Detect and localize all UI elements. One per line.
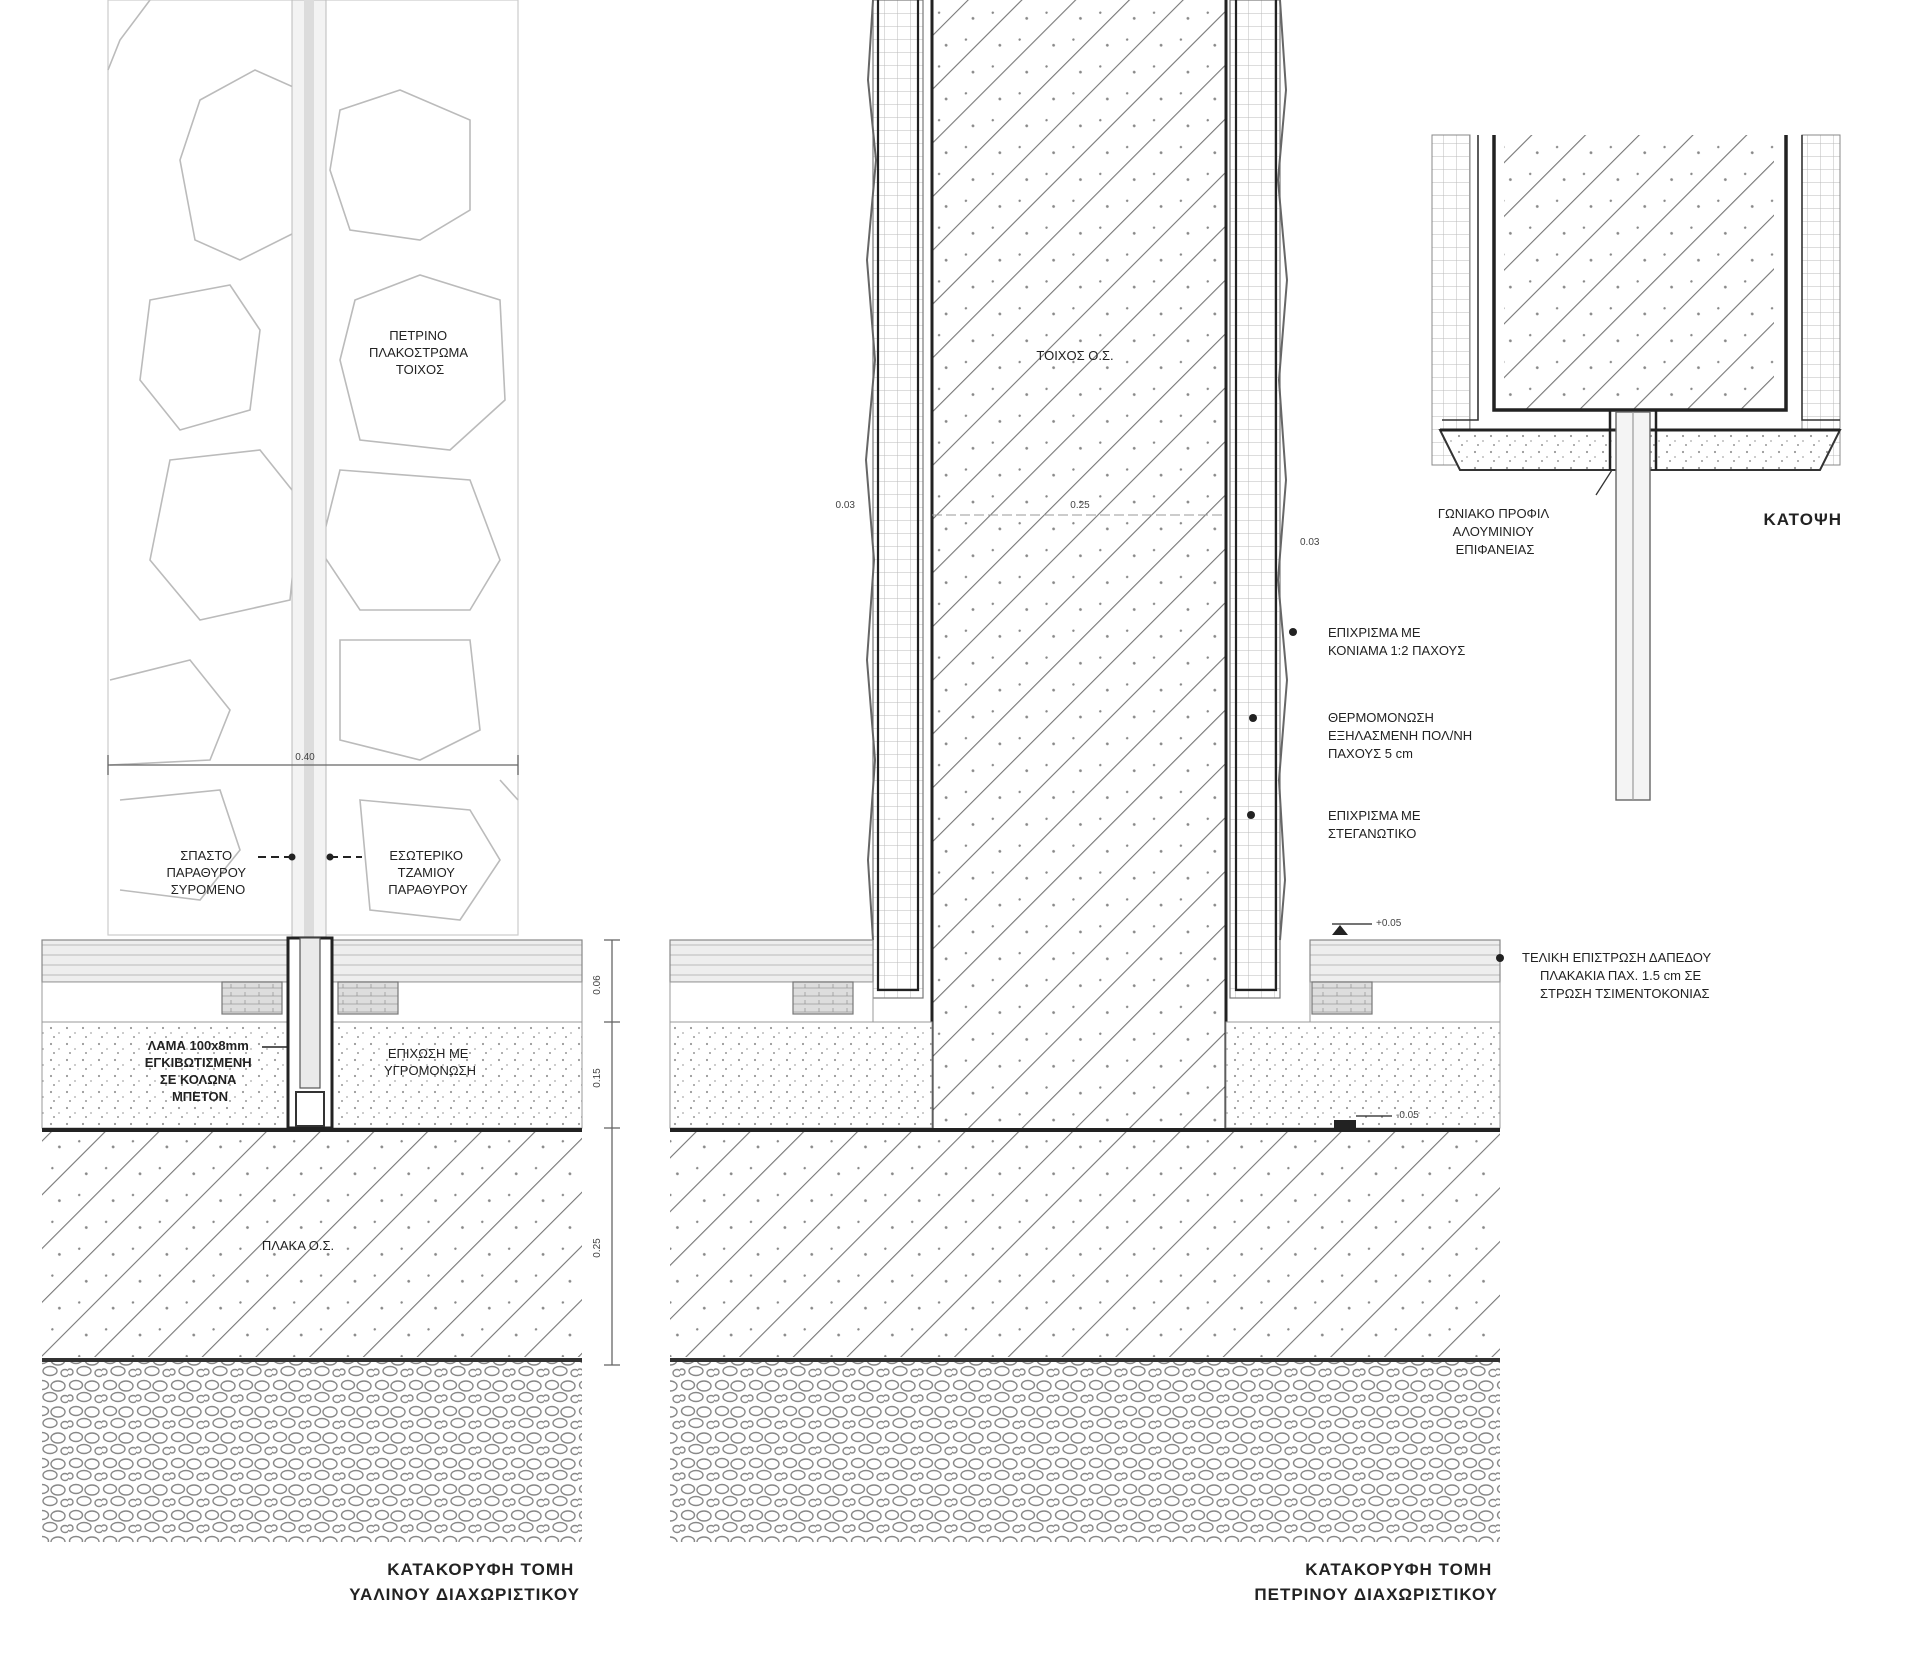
left-dim-1: 0.06 <box>592 975 603 995</box>
left-detail <box>42 0 620 1604</box>
level-top: +0.05 <box>1376 918 1402 929</box>
center-note-insulation: ΘΕΡΜΟΜΟΝΩΣΗ ΕΞΗΛΑΣΜΕΝΗ ΠΟΛ/ΝΗ ΠΑΧΟΥΣ 5 cm <box>1328 710 1473 761</box>
left-note-slab: ΠΛΑΚΑ Ο.Σ. <box>261 1238 335 1253</box>
center-note-floor: ΤΕΛΙΚΗ ΕΠΙΣΤΡΩΣΗ ΔΑΠΕΔΟΥ ΠΛΑΚΑΚΙΑ ΠΑΧ. 1.5 cm ΣΕ ΣΤΡΩΣΗ ΤΣΙΜΕΝΤΟΚΟΝΙΑΣ <box>1522 950 1711 1001</box>
left-note-right: ΕΣΩΤΕΡΙΚΟ ΤΖΑΜΙΟΥ ΠΑΡΑΘΥΡΟΥ <box>388 848 468 897</box>
level-bottom: -0.05 <box>1396 1110 1419 1121</box>
plan-caption: ΚΑΤΟΨΗ <box>1763 510 1842 529</box>
left-note-left: ΣΠΑΣΤΟ ΠΑΡΑΘΥΡΟΥ ΣΥΡΟΜΕΝΟ <box>166 848 246 897</box>
center-dim-2: 0.25 <box>1070 500 1090 511</box>
plan-note-profile: ΓΩΝΙΑΚΟ ΠΡΟΦΙΛ ΑΛΟΥΜΙΝΙΟΥ ΕΠΙΦΑΝΕΙΑΣ <box>1437 506 1549 557</box>
left-dim-2: 0.15 <box>592 1068 603 1088</box>
left-note-profile: ΛΑΜΑ 100x8mm ΕΓΚΙΒΩΤΙΣΜΕΝΗ ΣΕ ΚΟΛΩΝΑ ΜΠΕΤΟΝ <box>144 1038 252 1104</box>
left-note-stone: ΠΕΤΡΙΝΟ ΠΛΑΚΟΣΤΡΩΜΑ ΤΟΙΧΟΣ <box>369 328 468 377</box>
center-dim-3: 0.03 <box>1300 537 1320 548</box>
left-note-fill: ΕΠΙΧΩΣΗ ΜΕ ΥΓΡΟΜΟΝΩΣΗ <box>383 1046 477 1078</box>
center-caption: ΚΑΤΑΚΟΡΥΦΗ ΤΟΜΗ ΠΕΤΡΙΝΟΥ ΔΙΑΧΩΡΙΣΤΙΚΟΥ <box>1254 1560 1498 1604</box>
left-dim-3: 0.25 <box>592 1238 603 1258</box>
left-caption: ΚΑΤΑΚΟΡΥΦΗ ΤΟΜΗ ΥΑΛΙΝΟΥ ΔΙΑΧΩΡΙΣΤΙΚΟΥ <box>349 1560 580 1604</box>
center-dim-1: 0.03 <box>835 500 855 511</box>
center-note-plaster: ΕΠΙΧΡΙΣΜΑ ΜΕ ΚΟΝΙΑΜΑ 1:2 ΠΑΧΟΥΣ <box>1328 625 1466 658</box>
left-dim-chain <box>604 940 620 1365</box>
left-dim-top: 0.40 <box>295 752 315 763</box>
plan-detail <box>1432 135 1842 800</box>
center-note-wall: ΤΟΙΧΟΣ Ο.Σ. <box>1036 348 1114 363</box>
center-note-waterproof: ΕΠΙΧΡΙΣΜΑ ΜΕ ΣΤΕΓΑΝΩΤΙΚΟ <box>1328 808 1421 841</box>
